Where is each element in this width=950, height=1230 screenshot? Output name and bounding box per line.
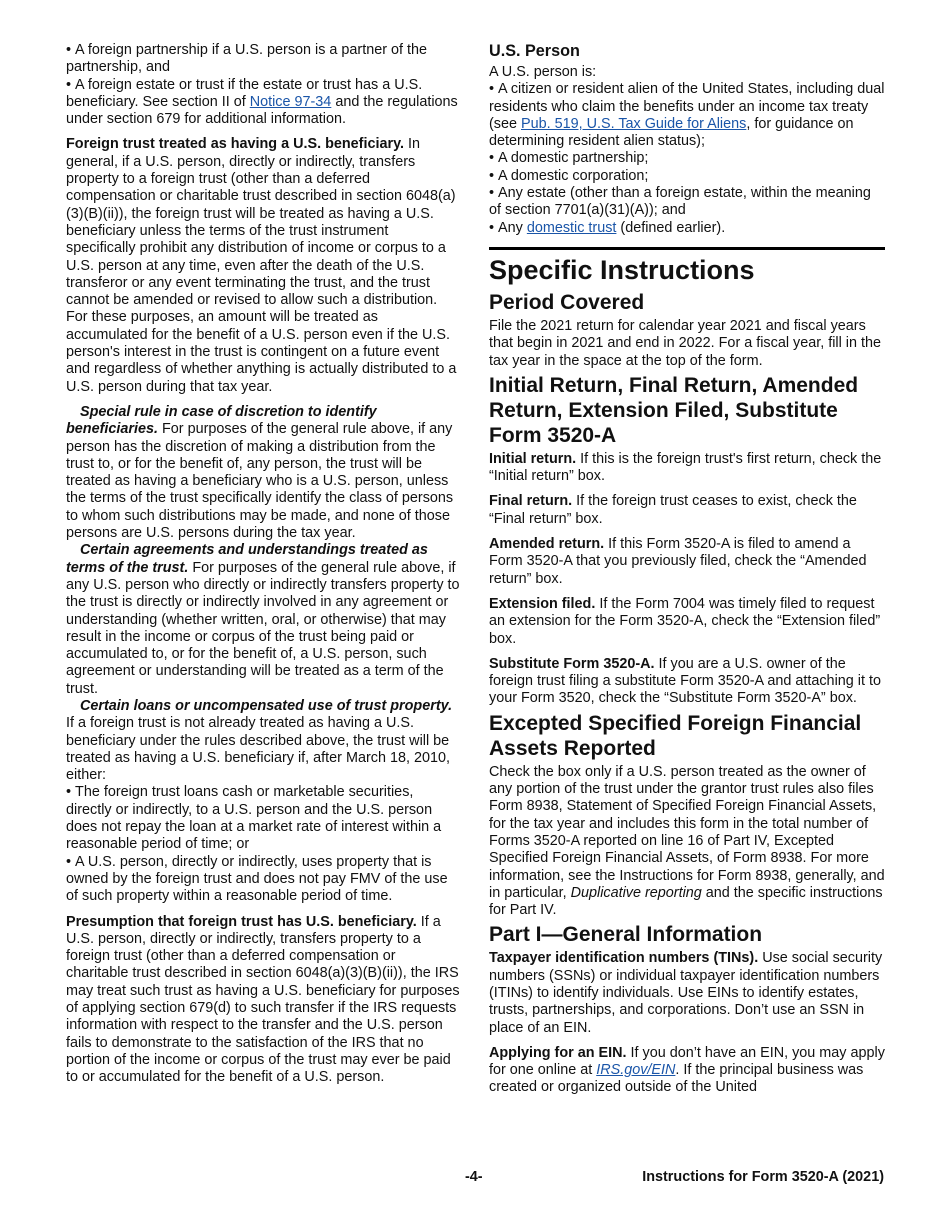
- paragraph-text: If the foreign trust ceases to exist, check the “Final return” box.: [489, 493, 857, 527]
- run-in-heading: Certain loans or uncompensated use of trust property.: [80, 697, 453, 714]
- notice-97-34-link[interactable]: Notice 97-34: [249, 93, 332, 110]
- paragraph-text: If you are a U.S. owner of the foreign trust filing a substitute Form 3520-A and attaching it to your Form 3520, check the “Substitute Form 3520-A” box.: [489, 655, 881, 707]
- paragraph-text: and the specific instructions for Part IV.: [489, 884, 883, 919]
- bullet-text: A domestic corporation;: [498, 167, 649, 184]
- run-in-heading: Certain agreements and understandings treated as terms of the trust.: [66, 542, 428, 576]
- bullet-text: Any: [498, 219, 527, 236]
- paragraph-text: If this is the foreign trust's first return, check the “Initial return” box.: [489, 450, 882, 485]
- part-1-heading: Part I—General Information: [489, 923, 763, 947]
- paragraph-text: If you don’t have an EIN, you may apply for one online at: [489, 1044, 885, 1079]
- paragraph-text: Check the box only if a U.S. person treated as the owner of any portion of the trust under the grantor trust rules also files Form 8938, Statement of Specified Foreign Financial Assets, for the tax year and includes this form in the total number of Forms 3520-A reported on line 16 of Part IV, Excepted Specified Foreign Financial Assets, of Form 8938. For more information, see the Instructions for Form 8938, generally, and in particular,: [489, 763, 885, 901]
- excepted-assets-heading: Excepted Specified Foreign Financial Assets Reported: [489, 711, 862, 760]
- bullet-text: A U.S. person, directly or indirectly, uses property that is owned by the foreign trust and does not pay FMV of the use of such property within a reasonable period of time.: [66, 853, 448, 905]
- duplicative-reporting-italic: Duplicative reporting: [570, 884, 702, 901]
- bullet-any-estate: [489, 185, 885, 220]
- footer-document-title: Instructions for Form 3520-A (2021): [642, 1169, 884, 1185]
- bullet-uses-property: [66, 854, 460, 906]
- page-number: -4-: [465, 1169, 483, 1185]
- bullet-text: A domestic partnership;: [498, 150, 649, 167]
- bullet-domestic-partnership: [489, 150, 885, 167]
- paragraph-discretion-rule: [66, 404, 460, 542]
- run-in-heading: Final return.: [489, 493, 573, 510]
- paragraph-foreign-trust-beneficiary: [66, 136, 460, 395]
- run-in-heading: Amended return.: [489, 536, 605, 553]
- bullet-foreign-partnership: [66, 42, 460, 77]
- run-in-heading: Foreign trust treated as having a U.S. beneficiary.: [66, 136, 405, 153]
- bullet-foreign-estate: [66, 77, 460, 129]
- run-in-heading: Special rule in case of discretion to identify beneficiaries.: [66, 403, 377, 438]
- paragraph-tins: [489, 950, 885, 1036]
- period-covered-text: File the 2021 return for calendar year 2021 and fiscal years that begin in 2021 and end in 2022. For a fiscal year, fill in the tax year in the space at the top of the form.: [489, 317, 882, 369]
- paragraph-applying-ein: [489, 1045, 885, 1097]
- run-in-heading: Initial return.: [489, 450, 577, 467]
- paragraph-text: For purposes of the general rule above, if any person has the discretion of making a distribution from the trust to, or for the benefit of, any person, the trust will be treated as having a beneficiary who is a U.S. person, unless the terms of the trust specifically identify the class of persons to whom such distributions may be made, and none of those persons are U.S. persons during the tax year.: [66, 421, 454, 542]
- bullet-text: (defined earlier).: [616, 219, 726, 236]
- us-person-heading: U.S. Person: [489, 42, 580, 60]
- paragraph-text: Use social security numbers (SSNs) or individual taxpayer identification numbers (ITINs) to identify individuals. Use EINs to identify estates, trusts, partnerships, and corporations. Don’t use an SSN in place of an EIN.: [489, 950, 883, 1036]
- paragraph-extension-filed: [489, 596, 885, 648]
- domestic-trust-link[interactable]: domestic trust: [526, 219, 617, 236]
- bullet-text: , for guidance on determining resident alien status);: [489, 115, 854, 150]
- run-in-heading: Applying for an EIN.: [489, 1044, 627, 1061]
- irs-ein-link[interactable]: [596, 1062, 675, 1078]
- irs-ein-link-text: IRS.gov/EIN: [596, 1062, 676, 1079]
- bullet-citizen: [489, 81, 885, 150]
- run-in-heading: Substitute Form 3520-A.: [489, 655, 655, 672]
- bullet-trust-loans: [66, 784, 460, 853]
- run-in-heading: Taxpayer identification numbers (TINs).: [489, 950, 759, 967]
- paragraph-initial-return: [489, 451, 885, 486]
- paragraph-substitute-form: [489, 656, 885, 708]
- bullet-text: The foreign trust loans cash or marketable securities, directly or indirectly, to a U.S. person and the U.S. person does not repay the loan at a market rate of interest within a reasonable period of time; or: [66, 784, 442, 853]
- paragraph-text: If a U.S. person, directly or indirectly, transfers property to a foreign trust (other than a deferred compensation or charitable trust described in section 6048(a)(3)(B)(ii)), the IRS may treat such trust as having a U.S. beneficiary for purposes of applying section 679(d) to such transfer if the IRS requests information with respect to the transfer and the U.S. person fails to demonstrate to the satisfaction of the IRS that no portion of the income or corpus of the trust may ever be paid to or accumulated for the benefit of a U.S. person.: [66, 913, 460, 1086]
- paragraph-text: In general, if a U.S. person, directly or indirectly, transfers property to a foreign trust (other than a deferred compensation or charitable trust described in section 6048(a)(3)(B)(ii)), the foreign trust will be treated as having a U.S. beneficiary unless the terms of the trust instrument specifically prohibit any distribution of income or corpus to a U.S. person at any time, even after the death of the U.S. transferor or any event terminating the trust, and the trust cannot be amended or revised to allow such a distribution. For these purposes, an amount will be treated as accumulated for the benefit of a U.S. person even if the U.S. person's interest in the trust is contingent on a future event and regardless of whether anything is actually distributed to a U.S. person during that tax year.: [66, 136, 457, 395]
- us-person-intro: A U.S. person is:: [489, 64, 597, 80]
- paragraph-loans: [66, 698, 460, 784]
- paragraph-agreements: [66, 542, 460, 698]
- bullet-domestic-corporation: [489, 168, 885, 185]
- bullet-text: Any estate (other than a foreign estate, within the meaning of section 7701(a)(31)(A)); and: [489, 185, 871, 219]
- right-column: [489, 42, 885, 1097]
- bullet-text: A citizen or resident alien of the United States, including dual residents who claim the benefits under an income tax treaty (see: [489, 81, 885, 132]
- pub-519-link[interactable]: Pub. 519, U.S. Tax Guide for Aliens: [521, 115, 747, 132]
- paragraph-presumption: [66, 914, 460, 1087]
- paragraph-text: If a foreign trust is not already treated as having a U.S. beneficiary under the rules described above, the trust will be treated as having a U.S. beneficiary if, after March 18, 2010, either:: [66, 715, 450, 784]
- initial-return-heading: Initial Return, Final Return, Amended Return, Extension Filed, Substitute Form 3520-A: [489, 373, 859, 447]
- bullet-domestic-trust: [489, 220, 885, 237]
- paragraph-amended-return: [489, 536, 885, 588]
- bullet-text: and the regulations under section 679 for additional information.: [66, 93, 458, 128]
- paragraph-final-return: [489, 493, 885, 528]
- paragraph-text: . If the principal business was created or organized outside of the United: [489, 1062, 864, 1096]
- bullet-text: A foreign partnership if a U.S. person is a partner of the partnership, and: [66, 42, 428, 76]
- paragraph-text: If this Form 3520-A is filed to amend a Form 3520-A that you previously filed, check the “Amended return” box.: [489, 536, 867, 587]
- bullet-text: A foreign estate or trust if the estate or trust has a U.S. beneficiary. See section II of: [66, 76, 423, 110]
- run-in-heading: Presumption that foreign trust has U.S. beneficiary.: [66, 913, 417, 930]
- paragraph-text: If the Form 7004 was timely filed to request an extension for the Form 3520-A, check the “Extension filed” box.: [489, 595, 881, 647]
- specific-instructions-heading: Specific Instructions: [489, 254, 755, 285]
- run-in-heading: Extension filed.: [489, 595, 596, 612]
- paragraph-text: For purposes of the general rule above, if any U.S. person who directly or indirectly transfers property to the trust is directly or indirectly involved in any agreement or understanding (whether written, oral, or otherwise) that may result in the income or corpus of the trust being paid or accumulated to, or for the benefit of, a U.S. person, such agreement or understanding will be treated as a term of the trust.: [66, 559, 460, 697]
- left-column: [66, 42, 460, 1095]
- excepted-assets-text: [489, 764, 885, 920]
- section-divider: [489, 247, 885, 250]
- period-covered-heading: Period Covered: [489, 290, 645, 314]
